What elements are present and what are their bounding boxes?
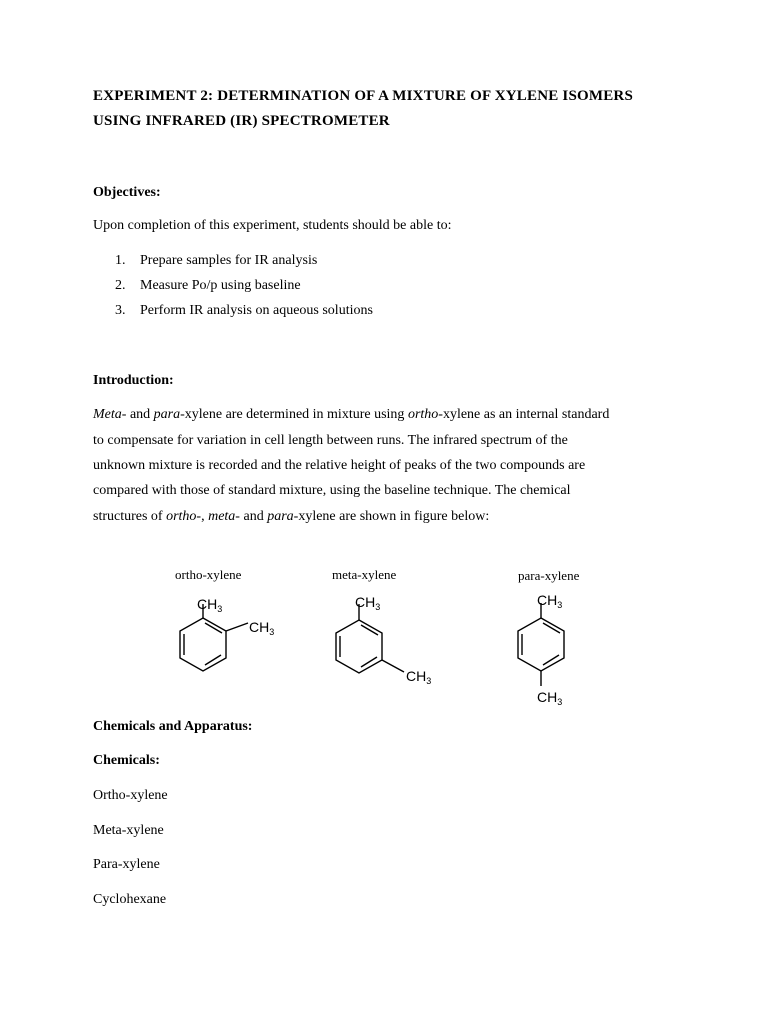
chemical-item: Para-xylene: [93, 857, 160, 872]
intro-para-italic: para: [153, 407, 181, 422]
objective-text: Measure Po/p using baseline: [140, 278, 301, 293]
ortho-xylene-label: ortho-xylene: [175, 567, 242, 582]
intro-line-4: compared with those of standard mixture, using the baseline technique. The chemical: [93, 483, 571, 498]
intro-ortho-italic: ortho-: [166, 509, 202, 524]
intro-line-2: to compensate for variation in cell length between runs. The infrared spectrum of the: [93, 433, 568, 448]
ortho-xylene-structure: [170, 590, 290, 700]
objective-text: Perform IR analysis on aqueous solutions: [140, 303, 373, 318]
document-title-line-1: EXPERIMENT 2: DETERMINATION OF A MIXTURE OF XYLENE ISOMERS: [93, 88, 633, 104]
introduction-heading: Introduction:: [93, 373, 174, 388]
methyl-group-label: $CH_3$: [249, 619, 275, 637]
objective-number: 1.: [115, 253, 126, 268]
methyl-group-label: $CH_3$: [537, 689, 563, 707]
intro-meta-italic: Meta-: [93, 407, 127, 422]
intro-para-italic: para: [267, 509, 294, 524]
chemical-item: Cyclohexane: [93, 892, 167, 907]
chemicals-subheading: Chemicals:: [93, 753, 160, 768]
objective-number: 2.: [115, 278, 126, 293]
document-title-line-2: USING INFRARED (IR) SPECTROMETER: [93, 113, 390, 129]
para-xylene-structure: [505, 588, 595, 713]
intro-text: ,: [201, 509, 209, 524]
methyl-group-label: $CH_3$: [406, 668, 432, 686]
intro-line-1: [93, 407, 609, 423]
chemicals-apparatus-heading: Chemicals and Apparatus:: [93, 719, 253, 734]
intro-text: and: [239, 509, 268, 524]
intro-text: -xylene as an internal standard: [438, 407, 610, 422]
para-xylene-label: para-xylene: [518, 568, 580, 583]
chemical-item: Ortho-xylene: [93, 788, 168, 803]
objectives-heading: Objectives:: [93, 185, 161, 200]
objective-text: Prepare samples for IR analysis: [140, 253, 318, 268]
meta-xylene-structure: [325, 590, 455, 700]
intro-line-5: [93, 509, 489, 525]
intro-text: and: [126, 407, 154, 422]
chemical-item: Meta-xylene: [93, 823, 164, 838]
intro-text: -xylene are determined in mixture using: [180, 407, 408, 422]
meta-xylene-label: meta-xylene: [332, 567, 397, 582]
methyl-group-label: $CH_3$: [355, 594, 381, 612]
objectives-intro: Upon completion of this experiment, students should be able to:: [93, 218, 452, 233]
objective-number: 3.: [115, 303, 126, 318]
intro-text: -xylene are shown in figure below:: [293, 509, 490, 524]
methyl-group-label: $CH_3$: [537, 592, 563, 610]
intro-text: structures of: [93, 509, 167, 524]
intro-meta-italic: meta-: [208, 509, 240, 524]
intro-ortho-italic: ortho: [407, 407, 439, 422]
intro-line-3: unknown mixture is recorded and the relative height of peaks of the two compounds are: [93, 458, 586, 473]
methyl-group-label: $CH_3$: [197, 596, 223, 614]
